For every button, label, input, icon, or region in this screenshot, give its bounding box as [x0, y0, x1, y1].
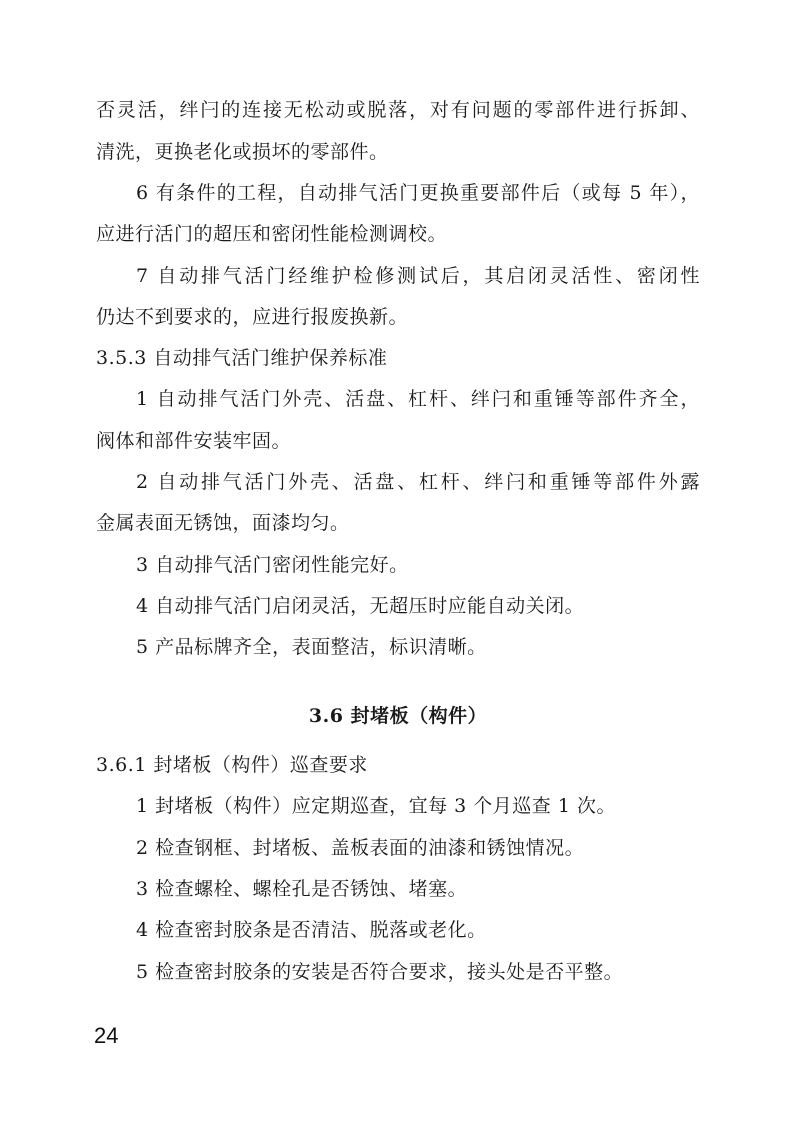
paragraph-line: 7 自动排气活门经维护检修测试后，其启闭灵活性、密闭性 — [136, 265, 700, 287]
paragraph-line: 1 封堵板（构件）应定期巡查，宜每 3 个月巡查 1 次。 — [136, 795, 616, 817]
section-subheading: 3.6.1 封堵板（构件）巡查要求 — [96, 754, 368, 776]
paragraph-line: 5 产品标牌齐全，表面整洁，标识清晰。 — [136, 636, 487, 658]
paragraph-line: 1 自动排气活门外壳、活盘、杠杆、绊闩和重锤等部件齐全， — [136, 388, 700, 410]
paragraph-line: 阀体和部件安装牢固。 — [96, 430, 292, 452]
paragraph-line: 3 自动排气活门密闭性能完好。 — [136, 554, 409, 576]
paragraph-line: 仍达不到要求的，应进行报废换新。 — [96, 306, 409, 328]
paragraph-line: 清洗，更换老化或损坏的零部件。 — [96, 141, 389, 163]
paragraph-line: 2 自动排气活门外壳、活盘、杠杆、绊闩和重锤等部件外露 — [136, 471, 700, 493]
paragraph-line: 3 检查螺栓、螺栓孔是否锈蚀、堵塞。 — [136, 878, 468, 900]
section-subheading: 3.5.3 自动排气活门维护保养标准 — [96, 347, 388, 369]
paragraph-line: 4 自动排气活门启闭灵活，无超压时应能自动关闭。 — [136, 595, 585, 617]
paragraph-line: 否灵活，绊闩的连接无松动或脱落，对有问题的零部件进行拆卸、 — [96, 99, 700, 121]
page-number: 24 — [94, 1023, 119, 1048]
paragraph-line: 6 有条件的工程，自动排气活门更换重要部件后（或每 5 年）， — [136, 182, 700, 204]
paragraph-line: 5 检查密封胶条的安装是否符合要求，接头处是否平整。 — [136, 961, 624, 983]
paragraph-line: 4 检查密封胶条是否清洁、脱落或老化。 — [136, 919, 487, 941]
paragraph-line: 2 检查钢框、封堵板、盖板表面的油漆和锈蚀情况。 — [136, 837, 585, 859]
paragraph-line: 应进行活门的超压和密闭性能检测调校。 — [96, 223, 448, 245]
paragraph-line: 金属表面无锈蚀，面漆均匀。 — [96, 512, 350, 534]
section-heading: 3.6 封堵板（构件） — [308, 705, 488, 727]
